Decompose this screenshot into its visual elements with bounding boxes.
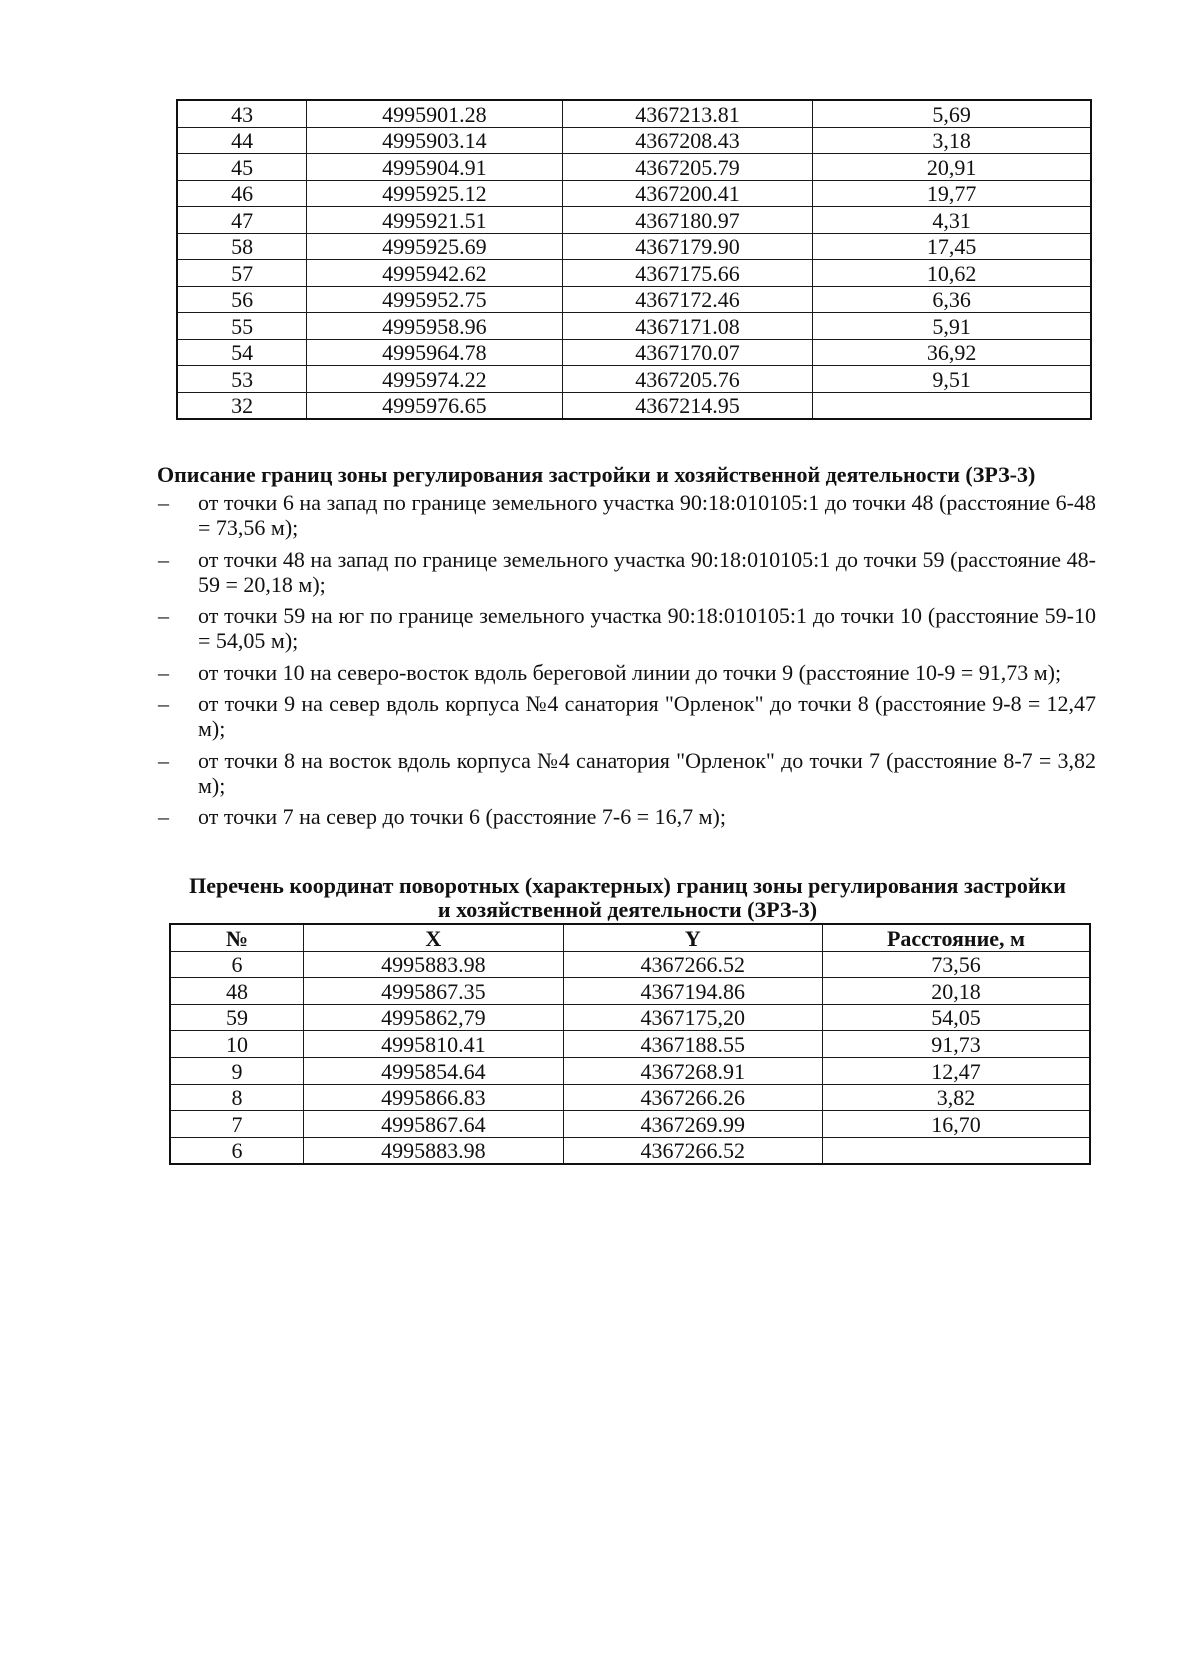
list-item [158,748,1096,798]
x-coordinate-cell: 4995862,79 [304,1004,563,1031]
table-row [170,1004,1090,1031]
list-item [158,490,1096,540]
table-row [177,392,1091,419]
table-row [177,180,1091,207]
distance-cell: 54,05 [823,1004,1090,1031]
y-coordinate-cell: 4367179.90 [562,233,813,260]
point-number-cell: 46 [177,180,307,207]
table-row [177,260,1091,287]
list-item-text: от точки 48 на запад по границе земельного участка 90:18:010105:1 до точки 59 (расстояние 48-59 = 20,18 м); [198,546,1096,597]
table-row [177,313,1091,340]
x-coordinate-cell: 4995866.83 [304,1084,563,1111]
point-number-cell: 54 [177,339,307,366]
distance-cell: 9,51 [813,366,1091,393]
point-number-cell: 43 [177,100,307,127]
x-coordinate-cell: 4995810.41 [304,1031,563,1058]
y-coordinate-cell: 4367268.91 [563,1057,822,1084]
list-item-text: от точки 7 на север до точки 6 (расстояние 7-6 = 16,7 м); [198,804,726,829]
y-coordinate-cell: 4367269.99 [563,1111,822,1138]
distance-cell [813,392,1091,419]
x-coordinate-cell: 4995974.22 [307,366,563,393]
point-number-cell: 48 [170,978,304,1005]
list-item-text: от точки 9 на север вдоль корпуса №4 санатория "Орленок" до точки 8 (расстояние 9-8 = 12,47 м); [198,691,1096,741]
point-number-cell: 32 [177,392,307,419]
x-coordinate-cell: 4995903.14 [307,127,563,154]
point-number-cell: 55 [177,313,307,340]
y-coordinate-cell: 4367175.66 [562,260,813,287]
distance-cell: 3,82 [823,1084,1090,1111]
point-number-cell: 10 [170,1031,304,1058]
distance-cell: 17,45 [813,233,1091,260]
distance-cell: 5,91 [813,313,1091,340]
point-number-cell: 7 [170,1111,304,1138]
dash-bullet: – [158,659,169,685]
distance-cell: 19,77 [813,180,1091,207]
y-header: Y [563,924,822,951]
x-coordinate-cell: 4995952.75 [307,286,563,313]
table-row [170,1111,1090,1138]
point-number-cell: 57 [177,260,307,287]
point-number-cell: 53 [177,366,307,393]
point-number-cell: 58 [177,233,307,260]
zrz3-coordinates-table [169,923,1091,1165]
dash-bullet: – [158,546,169,572]
y-coordinate-cell: 4367188.55 [563,1031,822,1058]
table-header-row [170,924,1090,951]
table-row [170,1031,1090,1058]
coordinates-title-line2: и хозяйственной деятельности (ЗРЗ-3) [437,897,818,922]
point-number-cell: 8 [170,1084,304,1111]
table-row [170,951,1090,978]
x-coordinate-cell: 4995976.65 [307,392,563,419]
table-row [170,978,1090,1005]
dash-bullet: – [158,603,169,628]
x-header: X [304,924,563,951]
y-coordinate-cell: 4367205.79 [562,154,813,181]
y-coordinate-cell: 4367170.07 [562,339,813,366]
table-row [170,1137,1090,1164]
x-coordinate-cell: 4995883.98 [304,951,563,978]
list-item [158,691,1096,741]
y-coordinate-cell: 4367180.97 [562,207,813,234]
distance-cell: 36,92 [813,339,1091,366]
y-coordinate-cell: 4367214.95 [562,392,813,419]
list-item-text: от точки 59 на юг по границе земельного участка 90:18:010105:1 до точки 10 (расстояние 59-10 = 54,05 м); [198,603,1096,653]
x-coordinate-cell: 4995901.28 [307,100,563,127]
boundary-description-list [158,490,1096,836]
distance-cell: 91,73 [823,1031,1090,1058]
point-number-cell: 47 [177,207,307,234]
y-coordinate-cell: 4367205.76 [562,366,813,393]
table-row [177,100,1091,127]
y-coordinate-cell: 4367194.86 [563,978,822,1005]
coordinates-list-title [160,874,1095,922]
table-row [177,366,1091,393]
distance-cell: 20,18 [823,978,1090,1005]
list-item-text: от точки 10 на северо-восток вдоль береговой линии до точки 9 (расстояние 10-9 = 91,73 м); [198,659,1062,685]
x-coordinate-cell: 4995921.51 [307,207,563,234]
y-coordinate-cell: 4367266.52 [563,951,822,978]
y-coordinate-cell: 4367266.26 [563,1084,822,1111]
number-header: № [170,924,304,951]
x-coordinate-cell: 4995958.96 [307,313,563,340]
point-number-cell: 9 [170,1057,304,1084]
table-row [177,233,1091,260]
x-coordinate-cell: 4995867.35 [304,978,563,1005]
y-coordinate-cell: 4367266.52 [563,1137,822,1164]
list-item [158,804,1096,829]
x-coordinate-cell: 4995925.12 [307,180,563,207]
y-coordinate-cell: 4367172.46 [562,286,813,313]
distance-cell: 5,69 [813,100,1091,127]
distance-cell: 16,70 [823,1111,1090,1138]
dash-bullet: – [158,490,169,515]
point-number-cell: 6 [170,1137,304,1164]
y-coordinate-cell: 4367213.81 [562,100,813,127]
x-coordinate-cell: 4995883.98 [304,1137,563,1164]
distance-cell: 3,18 [813,127,1091,154]
x-coordinate-cell: 4995942.62 [307,260,563,287]
distance-cell: 10,62 [813,260,1091,287]
list-item-text: от точки 8 на восток вдоль корпуса №4 санатория "Орленок" до точки 7 (расстояние 8-7 = 3,82 м); [198,747,1096,798]
distance-cell: 73,56 [823,951,1090,978]
y-coordinate-cell: 4367175,20 [563,1004,822,1031]
point-number-cell: 45 [177,154,307,181]
table-row [177,207,1091,234]
coordinates-title-line1: Перечень координат поворотных (характерных) границ зоны регулирования застройки [189,873,1066,898]
dash-bullet: – [158,747,169,773]
list-item [158,603,1096,653]
x-coordinate-cell: 4995904.91 [307,154,563,181]
y-coordinate-cell: 4367208.43 [562,127,813,154]
table-row [170,1057,1090,1084]
dash-bullet: – [158,691,169,716]
distance-cell: 6,36 [813,286,1091,313]
table-row [177,127,1091,154]
point-number-cell: 56 [177,286,307,313]
x-coordinate-cell: 4995867.64 [304,1111,563,1138]
table-row [177,154,1091,181]
distance-cell [823,1137,1090,1164]
point-number-cell: 59 [170,1004,304,1031]
point-number-cell: 6 [170,951,304,978]
boundary-description-title: Описание границ зоны регулирования застройки и хозяйственной деятельности (ЗРЗ-3) [157,462,1036,487]
distance-cell: 12,47 [823,1057,1090,1084]
point-number-cell: 44 [177,127,307,154]
distance-cell: 20,91 [813,154,1091,181]
table-row [177,286,1091,313]
table-row [177,339,1091,366]
distance-header: Расстояние, м [823,924,1090,951]
list-item [158,547,1096,597]
distance-cell: 4,31 [813,207,1091,234]
y-coordinate-cell: 4367171.08 [562,313,813,340]
list-item-text: от точки 6 на запад по границе земельного участка 90:18:010105:1 до точки 48 (расстояние 6-48 = 73,56 м); [198,490,1096,540]
x-coordinate-cell: 4995964.78 [307,339,563,366]
x-coordinate-cell: 4995925.69 [307,233,563,260]
x-coordinate-cell: 4995854.64 [304,1057,563,1084]
table-row [170,1084,1090,1111]
list-item [158,660,1096,685]
dash-bullet: – [158,804,169,829]
top-coordinates-table [176,99,1092,420]
y-coordinate-cell: 4367200.41 [562,180,813,207]
